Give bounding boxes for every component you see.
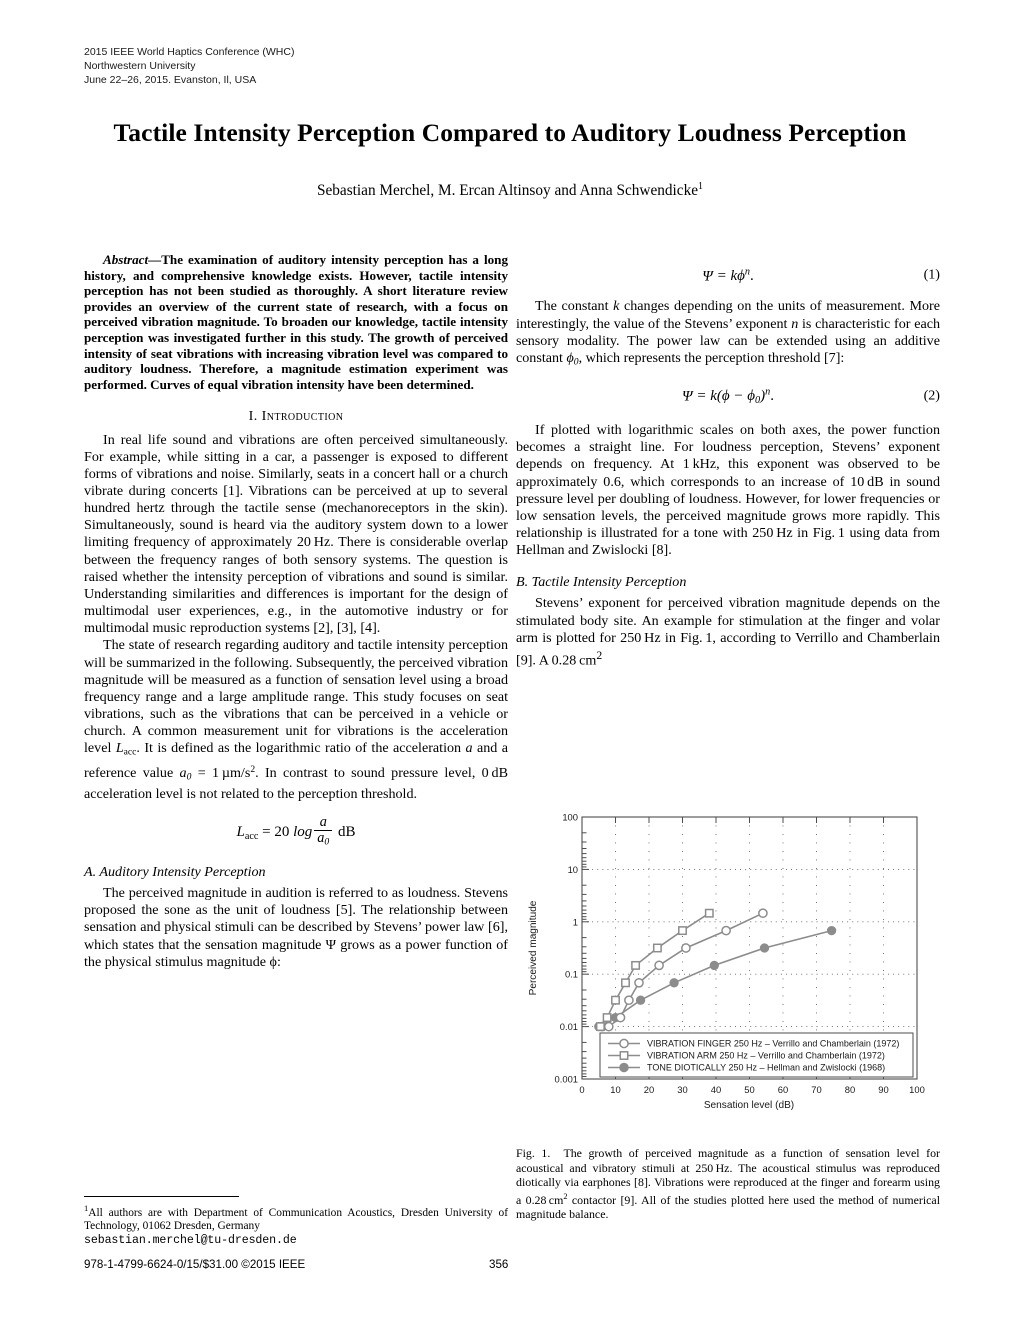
chart-legend (600, 1033, 913, 1077)
svg-text:80: 80 (844, 1084, 856, 1095)
subsection-b-paragraph (516, 595, 940, 669)
abstract-label: Abstract— (103, 252, 162, 267)
symbol-a0-value: = 1 $\mu m/s^2$ (191, 764, 256, 782)
legend-marker-open-circle (620, 1039, 628, 1047)
right-par1-part-a: The constant (535, 298, 614, 315)
intro-par2-part-b: . It is defined as the logarithmic ratio of the acceleration (136, 740, 466, 757)
symbol-lacc: $L_{acc}$ (115, 740, 137, 758)
svg-text:1: 1 (572, 916, 578, 928)
legend-entry-tone-diotically (608, 1063, 885, 1073)
x-tick-labels (579, 1084, 924, 1095)
equation-lacc (84, 816, 508, 849)
figure-caption-superscript: 2 (563, 1191, 568, 1201)
subsection-heading-a: A. Auditory Intensity Perception (84, 863, 266, 880)
right-par1-part-c: is characteristic for each sensory modality. The power law can be extended using an additive constant (516, 315, 941, 366)
symbol-k: k (613, 298, 620, 315)
eq-lacc-den: $a_0$ (317, 830, 330, 848)
svg-text:100: 100 (909, 1084, 925, 1095)
author-footnote-mark: 1 (698, 181, 704, 192)
intro-paragraph-1: In real life sound and vibrations are often perceived simultaneously. For example, while sitting in a car, a passenger is exposed to different forms of vibrations and noise. Similarly, seats in a concert hall or a church vibrate during concerts [1]. Vibrations can be perceived at up to several hundred hertz through the tactile sense (mechanoreceptors in the skin). Simultaneously, sound is heard via the auditory system down to a lower limiting frequency of approximately 20 Hz. There is considerable overlap between the frequency ranges of both sensory systems. The question is raised whether the intensity perception of vibrations and sound is similar. Understanding similarities and differences is important for the design of multimodal user experiences, e.g., in the automotive industry or for multimodal music reproduction systems [2], [3], [4]. (84, 431, 508, 637)
intro-paragraph-2 (84, 637, 508, 803)
legend-entry-vibration-finger (608, 1039, 899, 1049)
subsection-heading-b: B. Tactile Intensity Perception (516, 574, 687, 591)
svg-text:30: 30 (677, 1084, 688, 1095)
eq2-rhs: = $k(\phi - \phi_0)^n$. (696, 386, 774, 406)
eq-lacc-fraction: $\frac{a}{a_0}$ (314, 815, 332, 848)
conference-header (84, 45, 294, 88)
isbn-footer: 978-1-4799-6624-0/15/$31.00 ©2015 IEEE (84, 1258, 306, 1271)
paper-title: Tactile Intensity Perception Compared to Auditory Loudness Perception (113, 118, 907, 147)
legend-entry-vibration-arm (608, 1051, 885, 1061)
equation-2 (516, 384, 940, 409)
equation-1 (516, 264, 940, 285)
figure-caption-text-b: contactor [9]. All of the studies plotted here used the method of numerical magnitude balance. (516, 1192, 940, 1222)
legend-label-vibration-arm: VIBRATION ARM 250 Hz – Verrillo and Chamberlain (1972) (647, 1050, 885, 1061)
legend-marker-filled-circle (620, 1063, 628, 1071)
svg-text:0.01: 0.01 (559, 1021, 578, 1033)
footnote-text: All authors are with Department of Communication Acoustics, Dresden University of Technology, 01062 Dresden, Germany (84, 1206, 508, 1233)
legend-label-vibration-finger: VIBRATION FINGER 250 Hz – Verrillo and Chamberlain (1972) (647, 1038, 900, 1049)
eq1-number: (1) (923, 266, 940, 283)
intro-par2-part-c: and a reference value (84, 740, 508, 782)
y-tick-labels (555, 812, 578, 1085)
figure-caption-text-a: The growth of perceived magnitude as a function of sensation level for acoustical and vibratory stimuli at 250 Hz. The acoustical stimulus was reproduced diotically via earphones [8]. Vibrations were reproduced at the finger and forearm using a 0.28 cm (516, 1146, 940, 1207)
abstract-paragraph (84, 252, 508, 392)
legend-marker-open-square (620, 1052, 627, 1059)
eq-lacc-unit: dB (338, 823, 356, 840)
svg-text:70: 70 (811, 1084, 822, 1095)
footnote (84, 1202, 508, 1248)
author-list (60, 181, 960, 200)
conference-name: 2015 IEEE World Haptics Conference (WHC) (84, 46, 295, 58)
eq-lacc-log: log (293, 823, 313, 840)
subsec-b-text: Stevens’ exponent for perceived vibration magnitude depends on the stimulated body site. An example for stimulation at the finger and volar arm is plotted for 250 Hz in Fig. 1, according to Verrillo and Chamberlain [9]. A 0.28 cm (516, 595, 940, 669)
abstract-text: The examination of auditory intensity perception has a long history, and comprehensive knowledge exists. However, tactile intensity perception has not been studied as thoroughly. A short literature review provides an overview of the current state of research, with a focus on perceived vibration magnitude. To broaden our knowledge, tactile intensity perception was investigated further in this study. The growth of perceived intensity of seat vibrations with increasing vibration level was compared to auditory loudness. Therefore, a magnitude estimation experiment was performed. Curves of equal vibration intensity have been determined. (84, 252, 508, 392)
left-column (84, 252, 508, 971)
subsec-b-superscript: 2 (596, 648, 603, 662)
x-axis-title: Sensation level (dB) (703, 1100, 795, 1111)
eq2-number: (2) (923, 387, 940, 404)
svg-text:90: 90 (878, 1084, 889, 1095)
figure-1 (516, 805, 940, 1127)
conference-venue: Northwestern University (84, 60, 196, 73)
figure-label: Fig. 1. (516, 1146, 551, 1160)
right-par1-part-d: , which represents the perception threshold [7]: (578, 349, 845, 366)
chart-svg (516, 805, 940, 1127)
intro-par2-part-a: The state of research regarding auditory and tactile intensity perception will be summarized in the following. Subsequently, the perceived vibration magnitude will be measured as a function of sensation level using a broad frequency range and a large amplitude range. This study focuses on seat vibrations, such as the vibrations that can be perceived in a vehicle or church. A common measurement unit for vibrations is the acceleration level (84, 637, 508, 757)
svg-text:40: 40 (710, 1084, 722, 1095)
symbol-a: a (465, 740, 473, 757)
symbol-phi0: $\phi_0$ (566, 349, 579, 368)
intro-par2-part-d: . In contrast to sound pressure level, 0 dB acceleration level is not related to the perception threshold. (84, 765, 508, 802)
svg-text:10: 10 (610, 1084, 621, 1095)
svg-text:0: 0 (579, 1084, 585, 1095)
svg-text:20: 20 (643, 1084, 655, 1095)
svg-text:0.1: 0.1 (564, 968, 578, 980)
page-number: 356 (489, 1258, 509, 1271)
footnote-rule (84, 1196, 239, 1197)
eq2-lhs: Ψ (682, 388, 693, 405)
legend-label-tone-diotically: TONE DIOTICALLY 250 Hz – Hellman and Zwislocki (1968) (647, 1062, 886, 1073)
right-paragraph-1 (516, 298, 940, 370)
right-paragraph-2: If plotted with logarithmic scales on both axes, the power function becomes a straight line. For loudness perception, Stevens’ exponent depends on frequency. At 1 kHz, this exponent was observed to be approximately 0.6, which corresponds to an increase of 10 dB in sound pressure level per doubling of loudness. However, for lower frequencies or low sensation levels, the perceived magnitude grows more rapidly. This relationship is illustrated for a tone with 250 Hz in Fig. 1 using data from Hellman and Zwislocki [8]. (516, 422, 940, 559)
eq-lacc-equals: = 20 (262, 823, 290, 840)
svg-text:10: 10 (567, 863, 578, 875)
eq-lacc-lhs: $L_{acc}$ (236, 823, 259, 842)
symbol-n: n (791, 315, 799, 332)
svg-text:60: 60 (777, 1084, 789, 1095)
right-par1-part-b: changes depending on the units of measurement. More interestingly, the value of the Stevens’ exponent (516, 298, 940, 332)
svg-text:50: 50 (744, 1084, 755, 1095)
y-axis-title: Perceived magnitude (528, 900, 539, 996)
footnote-mark: 1 (84, 1203, 89, 1213)
subsection-a-paragraph: The perceived magnitude in audition is referred to as loudness. Stevens proposed the sone as the unit of loudness [5]. The relationship between sensation and physical stimuli can be described by Stevens’ power law [6], which states that the sensation magnitude Ψ grows as a power function of the physical stimulus magnitude ϕ: (84, 885, 508, 970)
section-heading-introduction: I. Introduction (248, 408, 344, 425)
symbol-a0: $a_0$ (179, 765, 192, 783)
author-names: Sebastian Merchel, M. Ercan Altinsoy and Anna Schwendicke (316, 182, 699, 200)
svg-text:0.001: 0.001 (554, 1073, 578, 1085)
eq1-rhs: = $k\phi^n$. (716, 267, 754, 285)
right-column (516, 252, 940, 670)
eq1-lhs: Ψ (702, 268, 713, 285)
svg-text:100: 100 (562, 811, 578, 823)
figure-caption (516, 1146, 940, 1222)
conference-date-location: June 22–26, 2015. Evanston, Il, USA (84, 74, 257, 87)
footnote-email: sebastian.merchel@tu-dresden.de (84, 1233, 297, 1247)
